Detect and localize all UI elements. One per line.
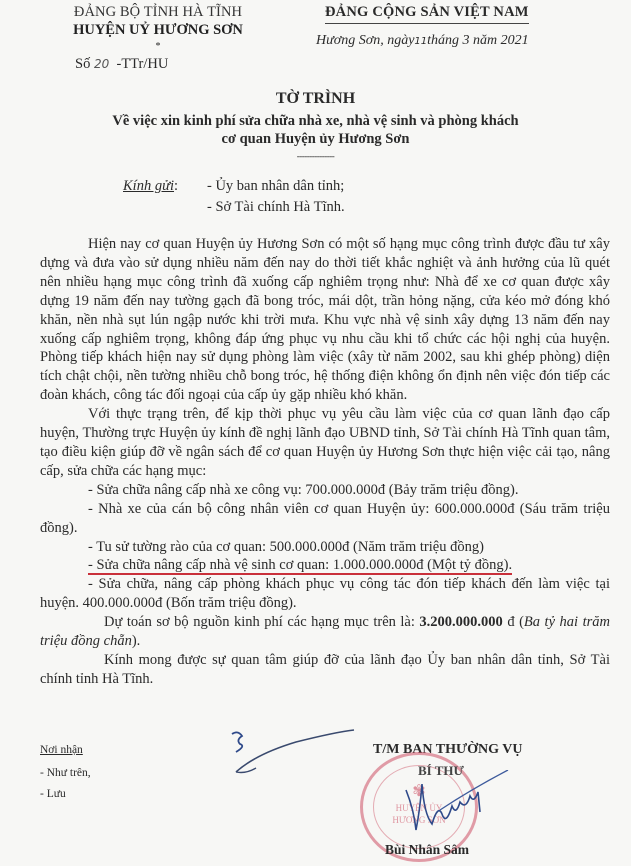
district-committee-name: HUYỆN UỶ HƯƠNG SƠN — [73, 22, 243, 38]
signature-position: BÍ THƯ — [418, 763, 464, 778]
paragraph-request: Với thực trạng trên, để kịp thời phục vụ yêu cầu làm việc của cơ quan lãnh đạo cấp huyện, Thường trực Huyện ủy kính đề nghị lãnh đạo UBND tỉnh, Sở Tài chính Hà Tĩnh quan tâm, tạo điều kiện giúp đỡ về ngân sách để cơ quan Huyện ủy Hương Sơn thực hiện việc cải tạo, nâng cấp, sửa chữa các hạng mục: — [40, 406, 610, 479]
document-subtitle: Về việc xin kinh phí sửa chữa nhà xe, nhà vệ sinh và phòng khách cơ quan Huyện ủy Hương Sơn — [112, 113, 519, 147]
paragraph-situation: Hiện nay cơ quan Huyện ủy Hương Sơn có một số hạng mục công trình được đầu tư xây dựng và đưa vào sử dụng nhiều năm đến nay do thời tiết khắc nghiệt và ảnh hưởng của lũ quét nên nhiều hạng mục công trình đã xuống cấp nghiêm trọng như: Nhà để xe cơ quan được xây dựng 19 năm đến nay tường gạch đã bong tróc, mái dột, trần hỏng nặng, cửa kéo mở đóng khó khăn, nền nhà sụt lún ngập nước khi trời mưa. Khu vực nhà vệ sinh xây dựng 13 năm đến nay xuống cấp nghiêm trọng, không đáp ứng phục vụ nhu cầu khi tổ chức các hội nghị của huyện. Phòng tiếp khách hiện nay sử dụng phòng làm việc (xây từ năm 2002, sau khi ghép phòng) diện tích chật chội, nền tường nhiều chỗ bong tróc, hệ thống điện không ổn định nên việc đón tiếp các đoàn khách, công tác đối ngoại của cấp ủy gặp nhiều khó khăn. — [40, 236, 610, 404]
budget-item: - Nhà xe của cán bộ công nhân viên cơ quan Huyện ủy: 600.000.000đ (Sáu trăm triệu đồng). — [40, 500, 610, 536]
official-seal: ✾ HUYỆN ỦY HƯƠNG SƠN — [360, 752, 478, 862]
signer-name: Bùi Nhân Sâm — [385, 842, 470, 857]
provincial-party-name: ĐẢNG BỘ TỈNH HÀ TĨNH — [73, 4, 243, 20]
document-number: Số 20 -TTr/HU — [75, 56, 169, 72]
recipients-footer-item: - Như trên, — [40, 767, 91, 779]
budget-item: - Sửa chữa nâng cấp nhà xe công vụ: 700.000.000đ (Bảy trăm triệu đồng). — [88, 481, 519, 498]
handwritten-signature-icon — [400, 770, 510, 840]
paragraph-total: Dự toán sơ bộ nguồn kinh phí các hạng mục trên là: 3.200.000.000 đ (Ba tỷ hai trăm triệu đồng chẵn). — [40, 614, 610, 650]
recipients-footer-label: Nơi nhận — [40, 744, 83, 756]
place-date: Hương Sơn, ngày11tháng 3 năm 2021 — [316, 33, 529, 48]
handwritten-number: 20 — [93, 57, 110, 71]
title-divider: --------------- — [296, 151, 335, 161]
handwritten-day: 11 — [414, 36, 428, 47]
party-header: ĐẢNG CỘNG SẢN VIỆT NAM — [325, 4, 529, 24]
budget-item: - Sửa chữa, nâng cấp phòng khách phục vụ công tác đón tiếp khách đến làm việc tại huyện. 400.000.000đ (Bốn trăm triệu đồng). — [40, 576, 610, 612]
initials-scribble-icon — [222, 728, 362, 780]
budget-item-highlighted — [40, 556, 610, 575]
seal-emblem-icon: ✾ — [412, 783, 426, 800]
recipients-label: Kính gửi: — [123, 178, 179, 194]
recipient-item: - Ủy ban nhân dân tỉnh; — [207, 178, 345, 194]
recipients-footer-item: - Lưu — [40, 788, 66, 800]
document-body — [40, 235, 610, 689]
red-underline-highlight: - Sửa chữa nâng cấp nhà vệ sinh cơ quan: 1.000.000.000đ (Một tỷ đồng). — [88, 557, 513, 574]
total-amount: 3.200.000.000 — [419, 614, 503, 631]
star-icon: * — [155, 41, 161, 52]
paragraph-closing: Kính mong được sự quan tâm giúp đỡ của lãnh đạo Ủy ban nhân dân tỉnh, Sở Tài chính tỉnh Hà Tĩnh. — [40, 651, 610, 687]
budget-item: - Tu sử tường rào của cơ quan: 500.000.000đ (Năm trăm triệu đồng) — [88, 538, 484, 555]
signature-on-behalf: T/M BAN THƯỜNG VỤ — [373, 742, 523, 757]
recipient-item: - Sở Tài chính Hà Tĩnh. — [207, 199, 345, 215]
document-title: TỜ TRÌNH — [275, 90, 356, 107]
issuing-org-header — [28, 4, 288, 53]
